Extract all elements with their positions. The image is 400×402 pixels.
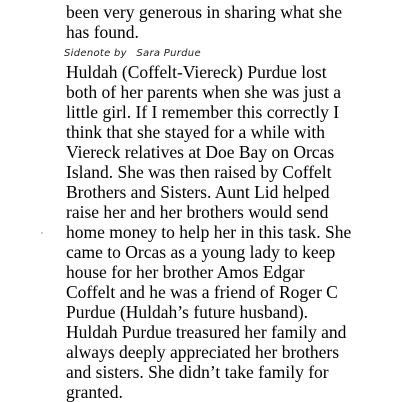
text-line: think that she stayed for a while with [66, 122, 326, 142]
text-line: been very generous in sharing what she [66, 2, 343, 22]
text-line: always deeply appreciated her brothers [66, 342, 340, 362]
text-line: Huldah (Coffelt-Viereck) Purdue lost [66, 62, 327, 82]
text-line: granted. [66, 382, 123, 402]
scan-speck [41, 232, 43, 234]
text-line: Huldah Purdue treasured her family and [66, 322, 347, 342]
sidenote-label: Sidenote by [64, 48, 127, 59]
text-line: and sisters. She didn’t take family for [66, 362, 329, 382]
text-line: came to Orcas as a young lady to keep [66, 242, 336, 262]
handwritten-sidenote [64, 48, 201, 59]
text-line: raise her and her brothers would send [66, 202, 329, 222]
text-line: Island. She was then raised by Coffelt [66, 162, 332, 182]
text-line: both of her parents when she was just a [66, 82, 342, 102]
text-line: house for her brother Amos Edgar [66, 262, 305, 282]
text-line: has found. [66, 22, 139, 42]
text-line: Brothers and Sisters. Aunt Lid helped [66, 182, 330, 202]
text-line: Coffelt and he was a friend of Roger C [66, 282, 338, 302]
text-line: Purdue (Huldah’s future husband). [66, 302, 309, 322]
text-line: Viereck relatives at Doe Bay on Orcas [66, 142, 335, 162]
text-line: little girl. If I remember this correctly I [66, 102, 340, 122]
text-line: home money to help her in this task. She [66, 222, 352, 242]
sidenote-author: Sara Purdue [136, 48, 201, 59]
